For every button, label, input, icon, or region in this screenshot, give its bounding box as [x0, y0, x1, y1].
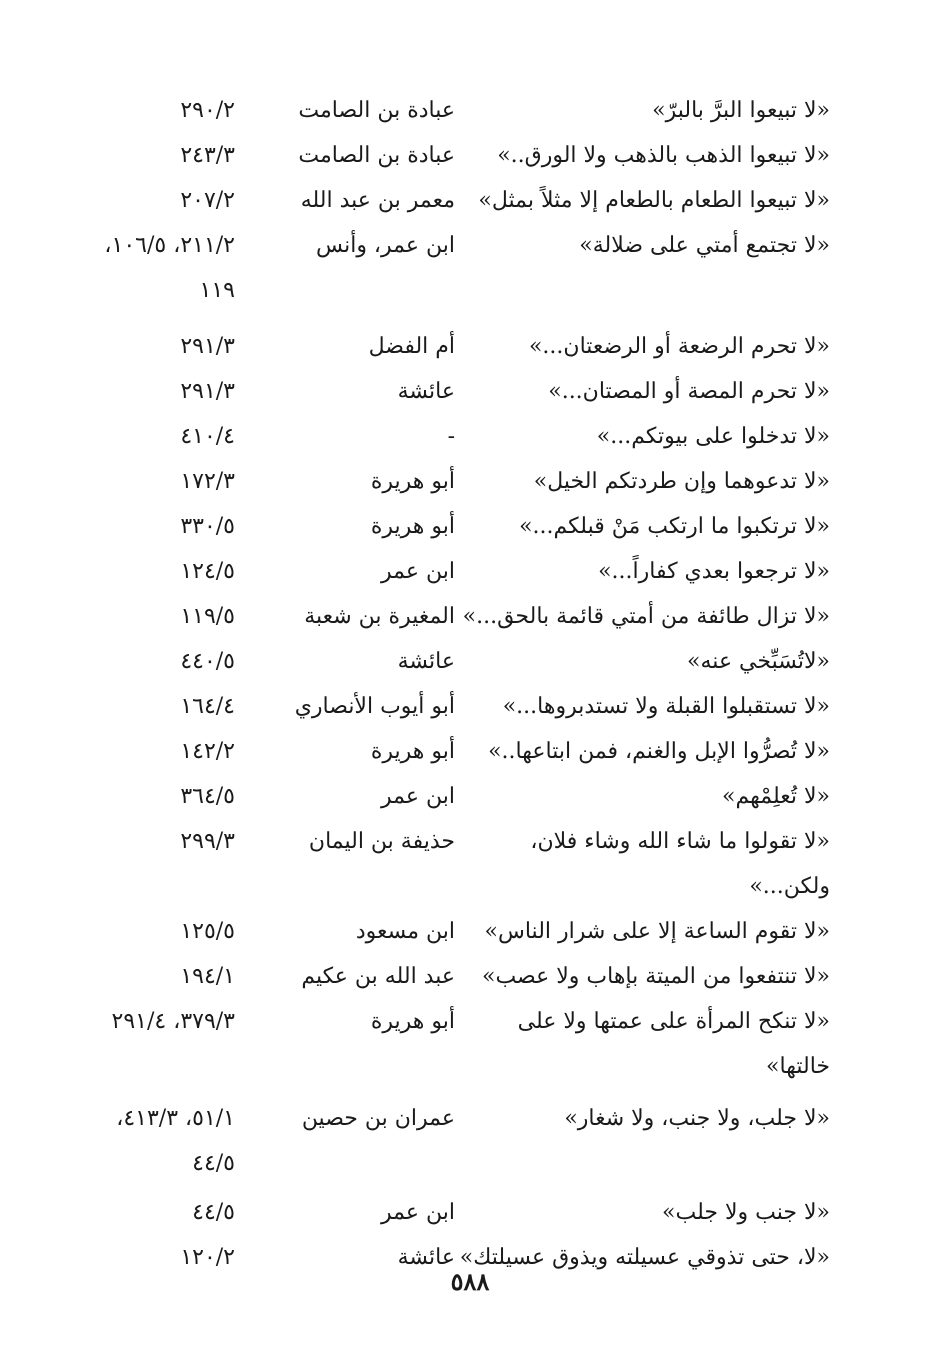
index-row — [0, 999, 940, 1044]
hadith-text: «لا تدعوهما وإن طردتكم الخيل» — [533, 469, 830, 494]
index-row — [0, 414, 940, 459]
index-row — [0, 819, 940, 864]
page-number: ٥٨٨ — [450, 1267, 490, 1296]
index-row — [0, 178, 940, 223]
volume-page-reference: ٢٩٠/٢ — [180, 98, 235, 123]
hadith-text: «لا تستقبلوا القبلة ولا تستدبروها...» — [502, 694, 830, 719]
hadith-text: «لا تُعلِمْهم» — [722, 784, 830, 809]
index-row — [0, 1141, 940, 1186]
narrator-name: عائشة — [397, 649, 455, 674]
hadith-text: «لا تحرم الرضعة أو الرضعتان...» — [528, 334, 830, 359]
narrator-name: ابن عمر — [381, 1200, 455, 1225]
volume-page-reference: ١١٩ — [199, 278, 235, 303]
narrator-name: ابن عمر — [381, 784, 455, 809]
hadith-text: «لا تُصرُّوا الإبل والغنم، فمن ابتاعها..» — [488, 739, 830, 764]
narrator-name: ابن عمر، وأنس — [316, 233, 455, 258]
hadith-text: «لا تنتفعوا من الميتة بإهاب ولا عصب» — [481, 964, 830, 989]
volume-page-reference: ١٧٢/٣ — [180, 469, 235, 494]
narrator-name: عبد الله بن عكيم — [301, 964, 455, 989]
index-row — [0, 729, 940, 774]
narrator-name: عائشة — [397, 1245, 455, 1270]
narrator-name: عائشة — [397, 379, 455, 404]
index-row — [0, 1190, 940, 1235]
volume-page-reference: ٢٩١/٣ — [180, 379, 235, 404]
index-row — [0, 684, 940, 729]
volume-page-reference: ١١٩/٥ — [180, 604, 235, 629]
index-row — [0, 223, 940, 268]
index-row — [0, 459, 940, 504]
narrator-name: أبو هريرة — [370, 1009, 455, 1034]
hadith-text: «لا ترجعوا بعدي كفاراً...» — [598, 559, 830, 584]
hadith-text: «لا تبيعوا البرَّ بالبرّ» — [652, 98, 830, 123]
narrator-name: أبو هريرة — [370, 469, 455, 494]
volume-page-reference: ٤٤٠/٥ — [180, 649, 235, 674]
index-row — [0, 268, 940, 313]
volume-page-reference: ٢٠٧/٢ — [180, 188, 235, 213]
narrator-name: عبادة بن الصامت — [298, 143, 455, 168]
volume-page-reference: ٣٦٤/٥ — [180, 784, 235, 809]
index-row — [0, 864, 940, 909]
narrator-name: المغيرة بن شعبة — [304, 604, 455, 629]
hadith-text: «لا تنكح المرأة على عمتها ولا على — [517, 1009, 830, 1034]
hadith-text: «لا تزال طائفة من أمتي قائمة بالحق...» — [462, 604, 830, 629]
index-row — [0, 549, 940, 594]
narrator-name: حذيفة بن اليمان — [308, 829, 455, 854]
narrator-name: أم الفضل — [368, 334, 455, 359]
hadith-text: ولكن...» — [749, 874, 830, 899]
volume-page-reference: ٥١/١، ٤١٣/٣، — [116, 1106, 235, 1131]
volume-page-reference: ٤٤/٥ — [192, 1151, 235, 1176]
narrator-name: عمران بن حصين — [301, 1106, 455, 1131]
hadith-text: «لاتُسَبِّخي عنه» — [687, 649, 830, 674]
index-row — [0, 324, 940, 369]
volume-page-reference: ١٤٢/٢ — [180, 739, 235, 764]
index-row — [0, 133, 940, 178]
narrator-name: أبو هريرة — [370, 739, 455, 764]
hadith-text: «لا ترتكبوا ما ارتكب مَنْ قبلكم...» — [519, 514, 830, 539]
hadith-text: خالتها» — [766, 1054, 830, 1079]
index-row — [0, 1044, 940, 1089]
volume-page-reference: ٤٤/٥ — [192, 1200, 235, 1225]
narrator-name: ابن عمر — [381, 559, 455, 584]
hadith-text: «لا تبيعوا الطعام بالطعام إلا مثلاً بمثل» — [478, 188, 830, 213]
volume-page-reference: ٣٣٠/٥ — [180, 514, 235, 539]
hadith-text: «لا تحرم المصة أو المصتان...» — [548, 379, 830, 404]
hadith-text: «لا تقوم الساعة إلا على شرار الناس» — [484, 919, 830, 944]
volume-page-reference: ٢٩١/٣ — [180, 334, 235, 359]
volume-page-reference: ١٢٥/٥ — [180, 919, 235, 944]
index-row — [0, 1096, 940, 1141]
index-row — [0, 369, 940, 414]
volume-page-reference: ١٢٠/٢ — [180, 1245, 235, 1270]
volume-page-reference: ٤١٠/٤ — [180, 424, 235, 449]
volume-page-reference: ١٩٤/١ — [180, 964, 235, 989]
narrator-name: عبادة بن الصامت — [298, 98, 455, 123]
volume-page-reference: ٢٩٩/٣ — [180, 829, 235, 854]
hadith-text: «لا تدخلوا على بيوتكم...» — [596, 424, 830, 449]
index-row — [0, 909, 940, 954]
hadith-text: «لا تقولوا ما شاء الله وشاء فلان، — [530, 829, 830, 854]
hadith-text: «لا تبيعوا الذهب بالذهب ولا الورق..» — [497, 143, 830, 168]
narrator-name: أبو هريرة — [370, 514, 455, 539]
volume-page-reference: ٢١١/٢، ١٠٦/٥، — [104, 233, 235, 258]
narrator-name: - — [447, 424, 455, 449]
volume-page-reference: ١٢٤/٥ — [180, 559, 235, 584]
index-row — [0, 954, 940, 999]
hadith-text: «لا، حتى تذوقي عسيلته ويذوق عسيلتك» — [459, 1245, 830, 1270]
volume-page-reference: ١٦٤/٤ — [180, 694, 235, 719]
index-row — [0, 504, 940, 549]
narrator-name: معمر بن عبد الله — [300, 188, 455, 213]
index-row — [0, 88, 940, 133]
hadith-text: «لا جنب ولا جلب» — [662, 1200, 830, 1225]
volume-page-reference: ٢٤٣/٣ — [180, 143, 235, 168]
index-row — [0, 639, 940, 684]
volume-page-reference: ٣٧٩/٣، ٢٩١/٤ — [111, 1009, 235, 1034]
narrator-name: ابن مسعود — [355, 919, 455, 944]
narrator-name: أبو أيوب الأنصاري — [294, 694, 455, 719]
index-row — [0, 594, 940, 639]
hadith-text: «لا تجتمع أمتي على ضلالة» — [579, 233, 830, 258]
hadith-text: «لا جلب، ولا جنب، ولا شغار» — [564, 1106, 830, 1131]
index-row — [0, 774, 940, 819]
